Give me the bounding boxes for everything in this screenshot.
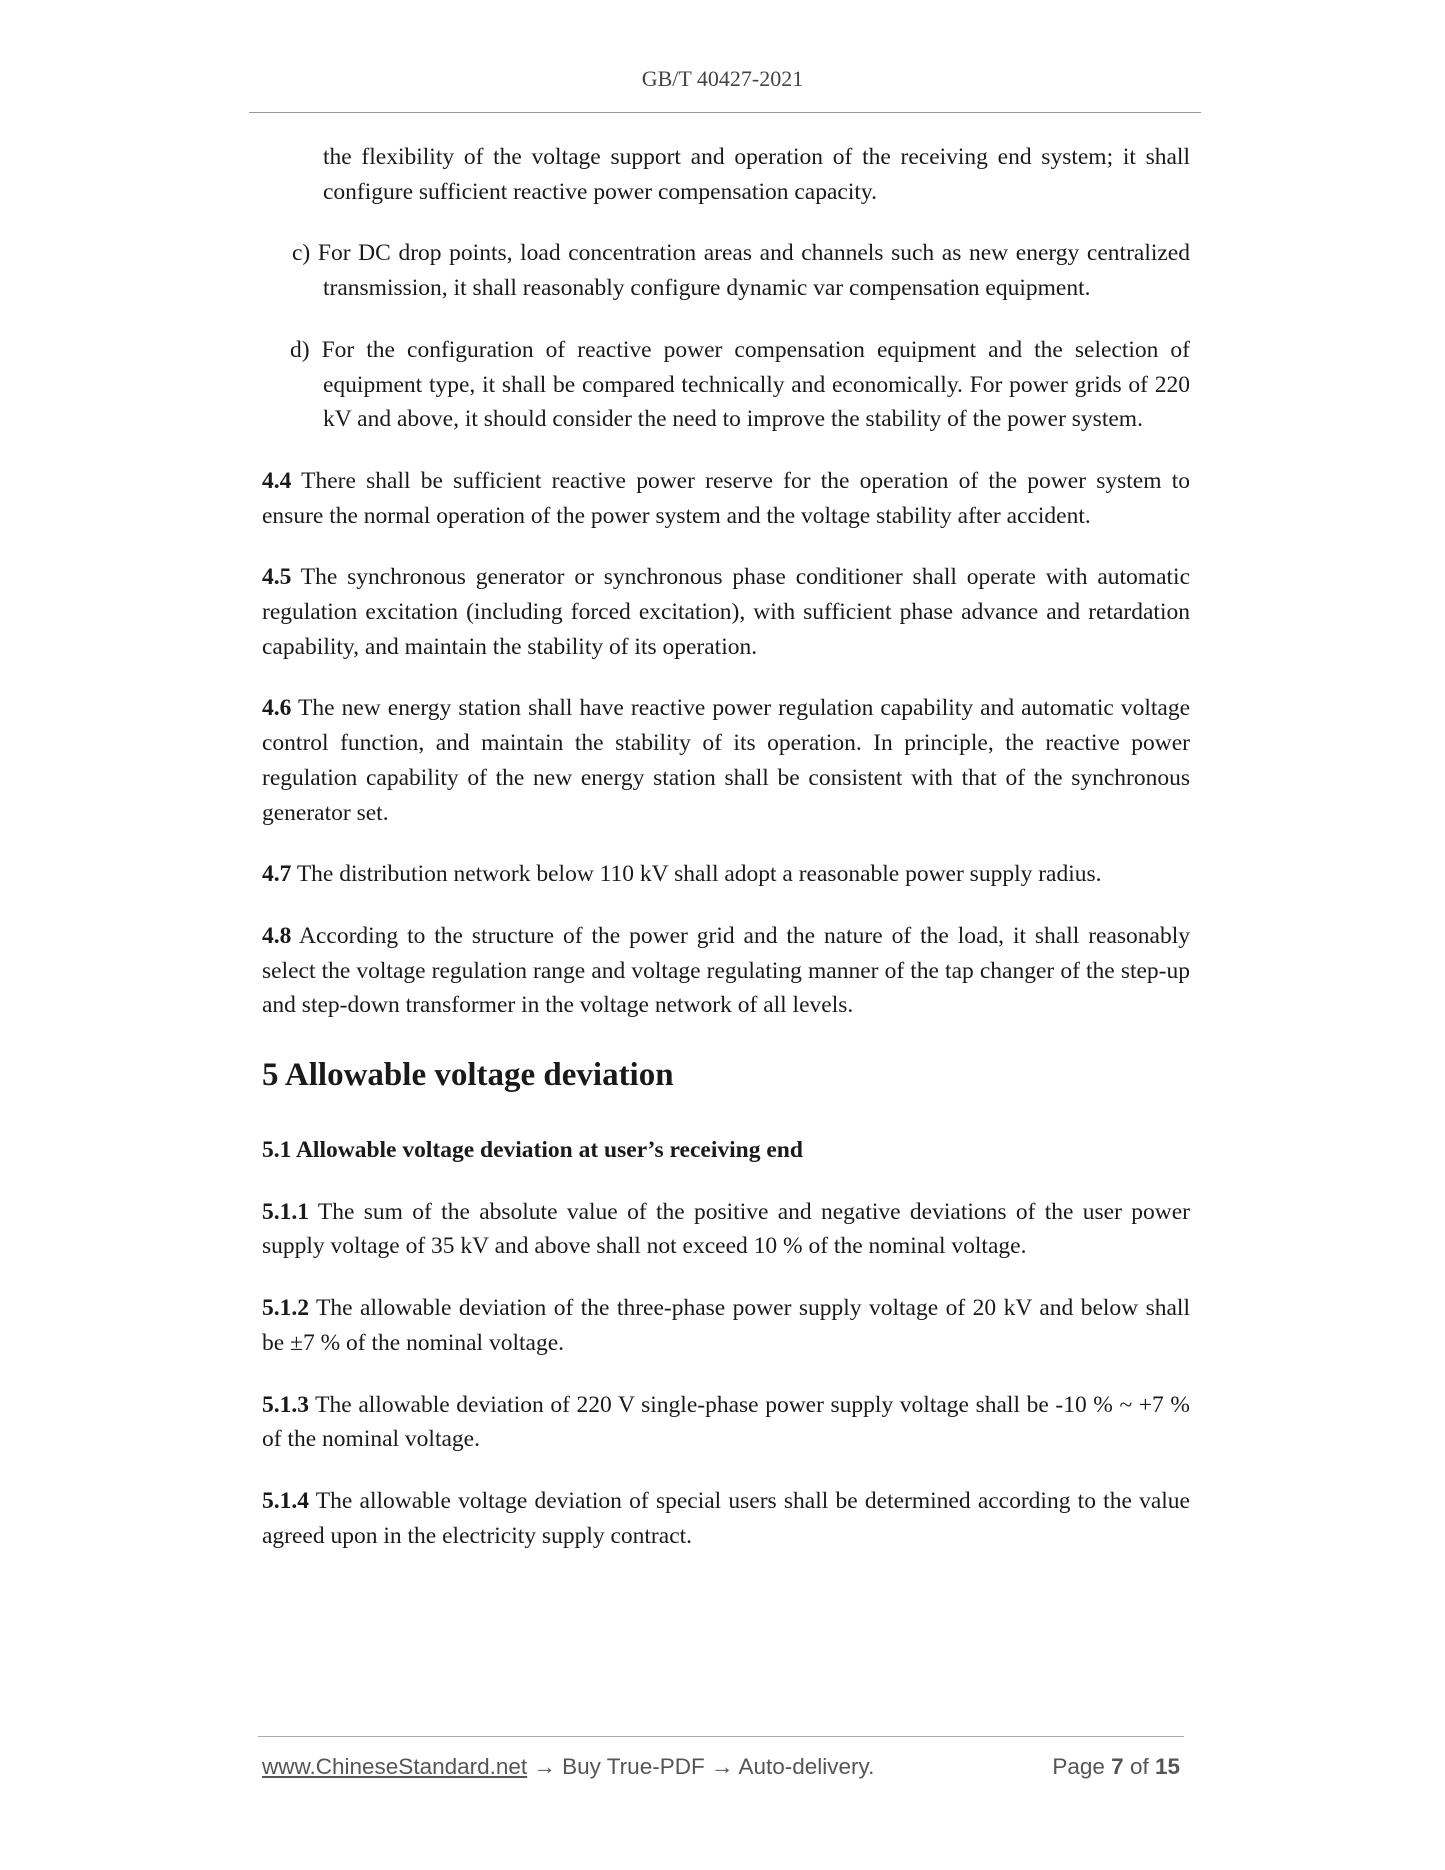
clause-5-1-4: [262, 1484, 1190, 1553]
clause-number: 5.1.2: [262, 1295, 309, 1322]
clause-text: According to the structure of the power grid and the nature of the load, it shall reasonably select the voltage regulation range and voltage regulating manner of the tap changer of the step-up and step-down transformer in the voltage network of all levels.: [262, 922, 1190, 1019]
clause-text: There shall be sufficient reactive power reserve for the operation of the power system to ensure the normal operation of the power system and the voltage stability after accident.: [262, 467, 1190, 529]
total-pages: 15: [1154, 1754, 1180, 1779]
footer-divider: [258, 1736, 1184, 1737]
clause-number: 5.1.1: [262, 1198, 309, 1225]
clause-number: 4.4: [262, 467, 292, 494]
page-label: Page: [1052, 1754, 1105, 1779]
continuation-paragraph: the flexibility of the voltage support and operation of the receiving end system; it shall configure sufficient reactive power compensation capacity.: [323, 144, 1190, 205]
footer-promo-text: → Buy True-PDF → Auto-delivery.: [527, 1754, 875, 1779]
footer-promo: [262, 1754, 874, 1780]
page-number: [1052, 1754, 1180, 1780]
clause-text: The distribution network below 110 kV shall adopt a reasonable power supply radius.: [291, 861, 1102, 888]
page-of-label: of: [1129, 1754, 1149, 1779]
clause-4-5: [262, 560, 1190, 664]
clause-number: 4.5: [262, 564, 292, 591]
clause-number: 5.1.3: [262, 1391, 309, 1418]
clause-5-1-3: [262, 1388, 1190, 1457]
section-heading: 5 Allowable voltage deviation: [262, 1057, 674, 1094]
clause-number: 5.1.4: [262, 1487, 309, 1514]
clause-number: 4.7: [262, 861, 292, 888]
header-divider: [249, 112, 1201, 113]
clause-number: 4.6: [262, 695, 292, 722]
clause-text: The allowable voltage deviation of special users shall be determined according to the value agreed upon in the electricity supply contract.: [262, 1487, 1190, 1549]
clause-text: The sum of the absolute value of the positive and negative deviations of the user power supply voltage of 35 kV and above shall not exceed 10 % of the nominal voltage.: [262, 1198, 1190, 1260]
list-item-d: d) For the configuration of reactive power compensation equipment and the selection of equipment type, it shall be compared technically and economically. For power grids of 220 kV and above, it should consider the need to improve the stability of the power system.: [290, 336, 1190, 433]
clause-number: 4.8: [262, 922, 292, 949]
clause-text: The synchronous generator or synchronous phase conditioner shall operate with automatic regulation excitation (including forced excitation), with sufficient phase advance and retardation capability, and maintain the stability of its operation.: [262, 564, 1190, 660]
clause-5-1-2: [262, 1291, 1190, 1360]
subsection-heading: 5.1 Allowable voltage deviation at user’s receiving end: [262, 1137, 803, 1164]
clause-text: The new energy station shall have reactive power regulation capability and automatic voltage control function, and maintain the stability of its operation. In principle, the reactive power regulation capability of the new energy station shall be consistent with that of the synchronous generator set.: [262, 695, 1190, 826]
clause-4-4: [262, 464, 1190, 533]
current-page: 7: [1111, 1754, 1124, 1779]
clause-4-8: [262, 919, 1190, 1023]
clause-text: The allowable deviation of 220 V single-phase power supply voltage shall be -10 % ~ +7 % of the nominal voltage.: [262, 1391, 1190, 1453]
clause-4-6: [262, 691, 1190, 830]
list-item-c: c) For DC drop points, load concentration areas and channels such as new energy centralized transmission, it shall reasonably configure dynamic var compensation equipment.: [292, 240, 1190, 302]
clause-4-7: [262, 857, 1190, 892]
document-body: [262, 140, 1190, 1580]
website-link[interactable]: www.ChineseStandard.net: [262, 1754, 528, 1779]
clause-5-1-1: [262, 1195, 1190, 1264]
clause-text: The allowable deviation of the three-phase power supply voltage of 20 kV and below shall be ±7 % of the nominal voltage.: [262, 1295, 1190, 1356]
document-id-header: GB/T 40427-2021: [641, 66, 804, 91]
